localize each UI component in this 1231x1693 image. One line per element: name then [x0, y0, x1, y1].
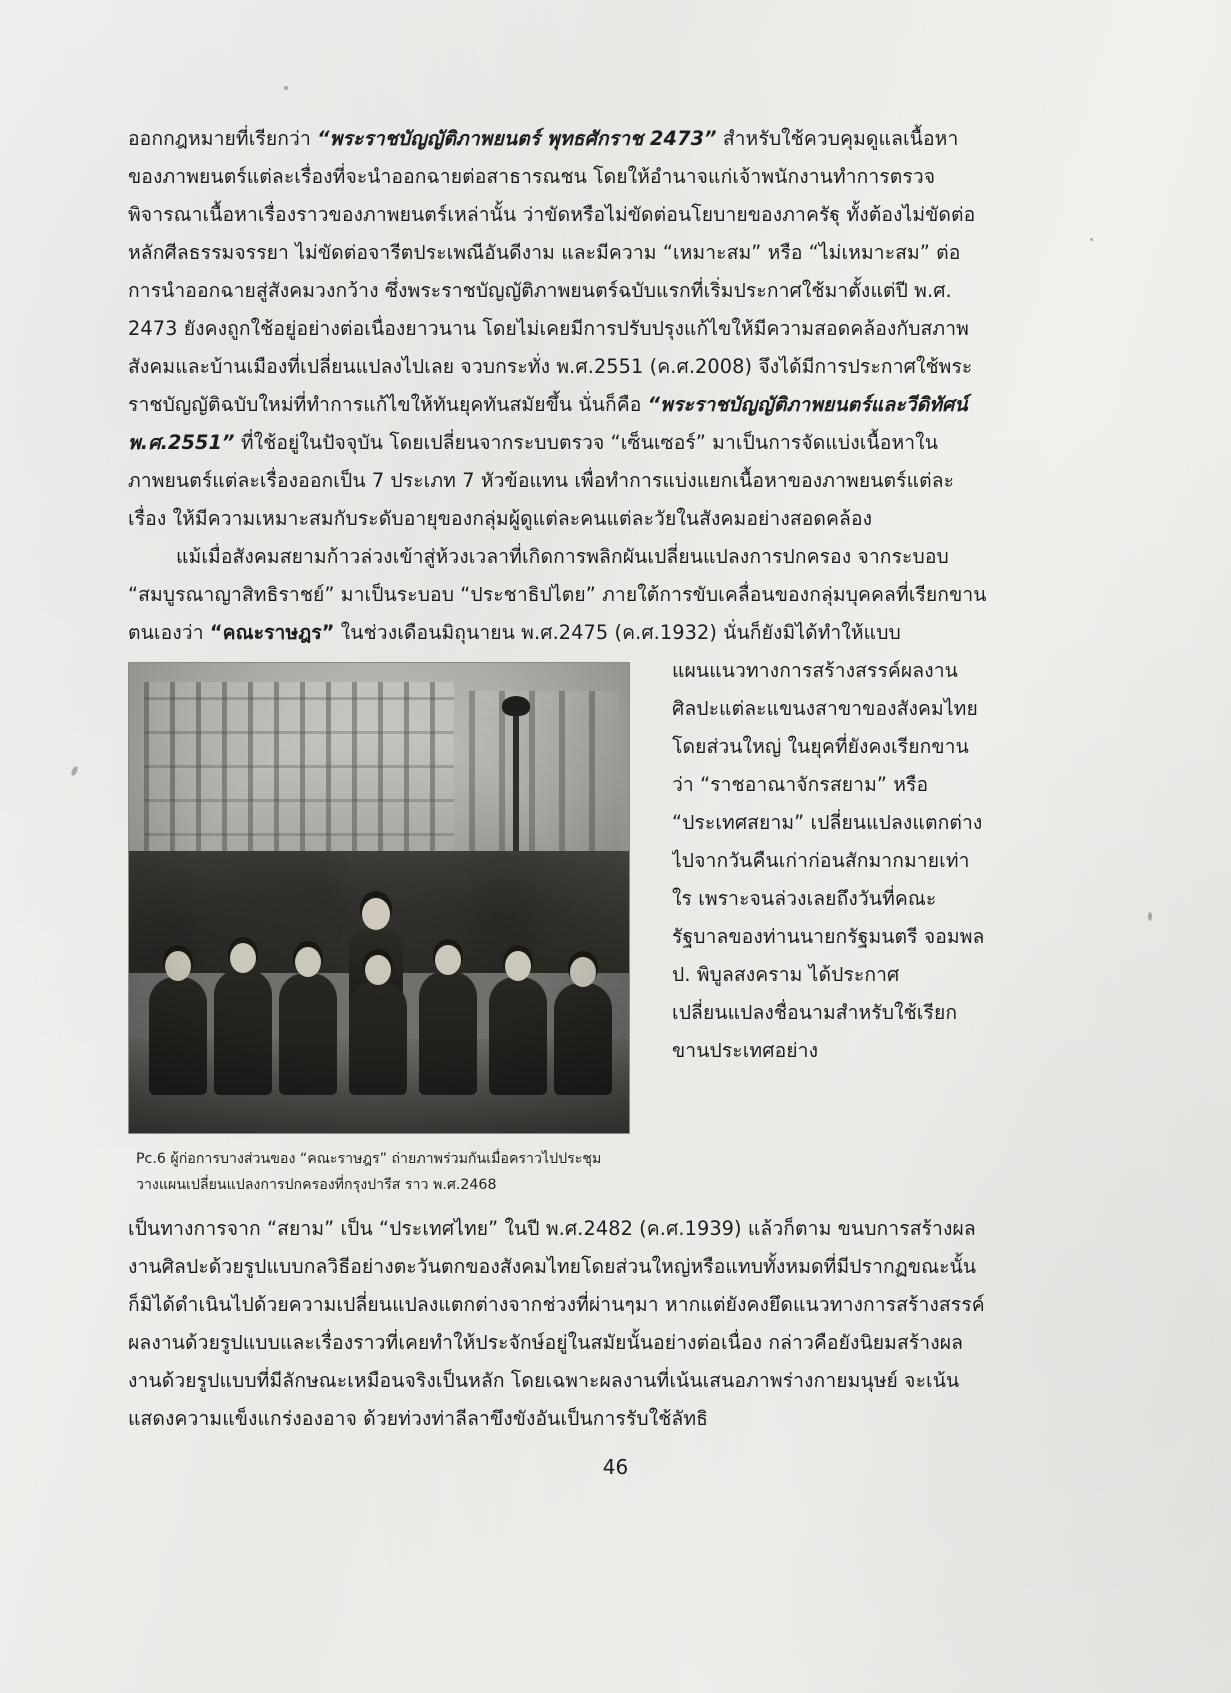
paragraph-revolution — [128, 538, 988, 652]
paper-speck — [284, 86, 288, 90]
act-title-2551: “พระราชบัญญัติภาพยนตร์และวีดิทัศน์ พ.ศ.2551” — [128, 393, 968, 454]
paragraph-text-continued: สำหรับใช้ควบคุมดูแลเนื้อหาของภาพยนตร์แต่ละเรื่องที่จะนำออกฉายต่อสาธารณชน โดยให้อำนาจแก่เจ้าพนักงานทำการตรวจพิจารณาเนื้อหาเรื่องราวของภาพยนตร์เหล่านั้น ว่าขัดหรือไม่ขัดต่อนโยบายของภาครัฐุ ทั้งต้องไม่ขัดต่อหลักศีลธรรมจรรยา ไม่ขัดต่อจารีตประเพณีอันดีงาม และมีความ “เหมาะสม” หรือ “ไม่เหมาะสม” ต่อการนำออกฉายสู่สังคมวงกว้าง ซึ่งพระราชบัญญัติภาพยนตร์ฉบับแรกที่เริ่มประกาศใช้มาตั้งแต่ปี พ.ศ. 2473 ยังคงถูกใช้อยู่อย่างต่อเนื่องยาวนาน โดยไม่เคยมีการปรับปรุงแก้ไขให้มีความสอดคล้องกับสภาพสังคมและบ้านเมืองที่เปลี่ยนแปลงไปเลย จวบกระทั่ง พ.ศ.2551 (ค.ศ.2008) จึงได้มีการประกาศใช้พระราชบัญญัติฉบับใหม่ที่ทำการแก้ไขให้ทันยุคทันสมัยขึ้น นั่นก็คือ — [128, 127, 976, 416]
figure-and-sidetext-block — [128, 652, 988, 1204]
photo-vignette — [129, 663, 629, 1133]
khana-ratsadon-term: “คณะราษฎร” — [209, 621, 335, 644]
paragraph-revolution-lead: แม้เมื่อสังคมสยามก้าวล่วงเข้าสู่ห้วงเวลาที่เกิดการพลิกผันเปลี่ยนแปลงการปกครอง จากระบอบ “สมบูรณาญาสิทธิราชย์” มาเป็นระบอบ “ประชาธิปไตย” ภายใต้การขับเคลื่อนของกลุ่มบุคคลที่เรียกขานตนเองว่า — [128, 545, 987, 644]
paper-speck — [1090, 238, 1093, 241]
act-title-2473: “พระราชบัญญัติภาพยนตร์ พุทธศักราช 2473” — [317, 127, 717, 150]
page-content — [128, 120, 988, 1438]
page-number: 46 — [602, 1455, 629, 1479]
paragraph-text-end: ที่ใช้อยู่ในปัจจุบัน โดยเปลี่ยนจากระบบตรวจ “เซ็นเซอร์” มาเป็นการจัดแบ่งเนื้อหาในภาพยนตร์แต่ละเรื่องออกเป็น 7 ประเภท 7 หัวข้อแทน เพื่อทำการแบ่งแยกเนื้อหาของภาพยนตร์แต่ละเรื่อง ให้มีความเหมาะสมกับระดับอายุของกลุ่มผู้ดูแต่ละคนแต่ละวัยในสังคมอย่างสอดคล้อง — [128, 431, 955, 530]
paragraph-law-act — [128, 120, 988, 538]
figure-block — [128, 662, 650, 1198]
paragraph-text-lead: ออกกฎหมายที่เรียกว่า — [128, 127, 318, 150]
paper-speck — [70, 765, 79, 776]
historical-group-photograph — [128, 662, 630, 1134]
paragraph-side-column: แผนแนวทางการสร้างสรรค์ผลงานศิลปะแต่ละแขนงสาขาของสังคมไทยโดยส่วนใหญ่ ในยุคที่ยังคงเรียกขานว่า “ราชอาณาจักรสยาม” หรือ “ประเทศสยาม” เปลี่ยนแปลงแตกต่างไปจากวันคืนเก่าก่อนสักมากมายเท่าใร เพราะจนล่วงเลยถึงวันที่คณะรัฐบาลของท่านนายกรัฐมนตรี จอมพล ป. พิบูลสงคราม ได้ประกาศเปลี่ยนแปลงชื่อนามสำหรับใช้เรียกขานประเทศอย่าง — [672, 659, 985, 1062]
paper-speck — [1148, 912, 1152, 921]
paragraph-siam-to-thailand: เป็นทางการจาก “สยาม” เป็น “ประเทศไทย” ในปี พ.ศ.2482 (ค.ศ.1939) แล้วก็ตาม ขนบการสร้างผลงานศิลปะด้วยรูปแบบกลวิธีอย่างตะวันตกของสังคมไทยโดยส่วนใหญ่หรือแทบทั้งหมดที่มีปรากฏขณะนั้น ก็มิได้ดำเนินไปด้วยความเปลี่ยนแปลงแตกต่างจากช่วงที่ผ่านๆมา หากแต่ยังคงยึดแนวทางการสร้างสรรค์ผลงานด้วยรูปแบบและเรื่องราวที่เคยทำให้ประจักษ์อยู่ในสมัยนั้นอย่างต่อเนื่อง กล่าวคือยังนิยมสร้างผลงานด้วยรูปแบบที่มีลักษณะเหมือนจริงเป็นหลัก โดยเฉพาะผลงานที่เน้นเสนอภาพร่างกายมนุษย์ จะเน้นแสดงความแข็งแกร่งองอาจ ด้วยท่วงท่าลีลาขึงขังอันเป็นการรับใช้ลัทธิ — [128, 1217, 985, 1430]
figure-caption: Pc.6 ผู้ก่อการบางส่วนของ “คณะราษฎร” ถ่ายภาพร่วมกันเมื่อคราวไปประชุมวางแผนเปลี่ยนแปลงการปกครองที่กรุงปารีส ราว พ.ศ.2468 — [136, 1151, 602, 1193]
paragraph-revolution-end: ในช่วงเดือนมิถุนายน พ.ศ.2475 (ค.ศ.1932) นั่นก็ยังมิได้ทำให้แบบ — [334, 621, 901, 644]
